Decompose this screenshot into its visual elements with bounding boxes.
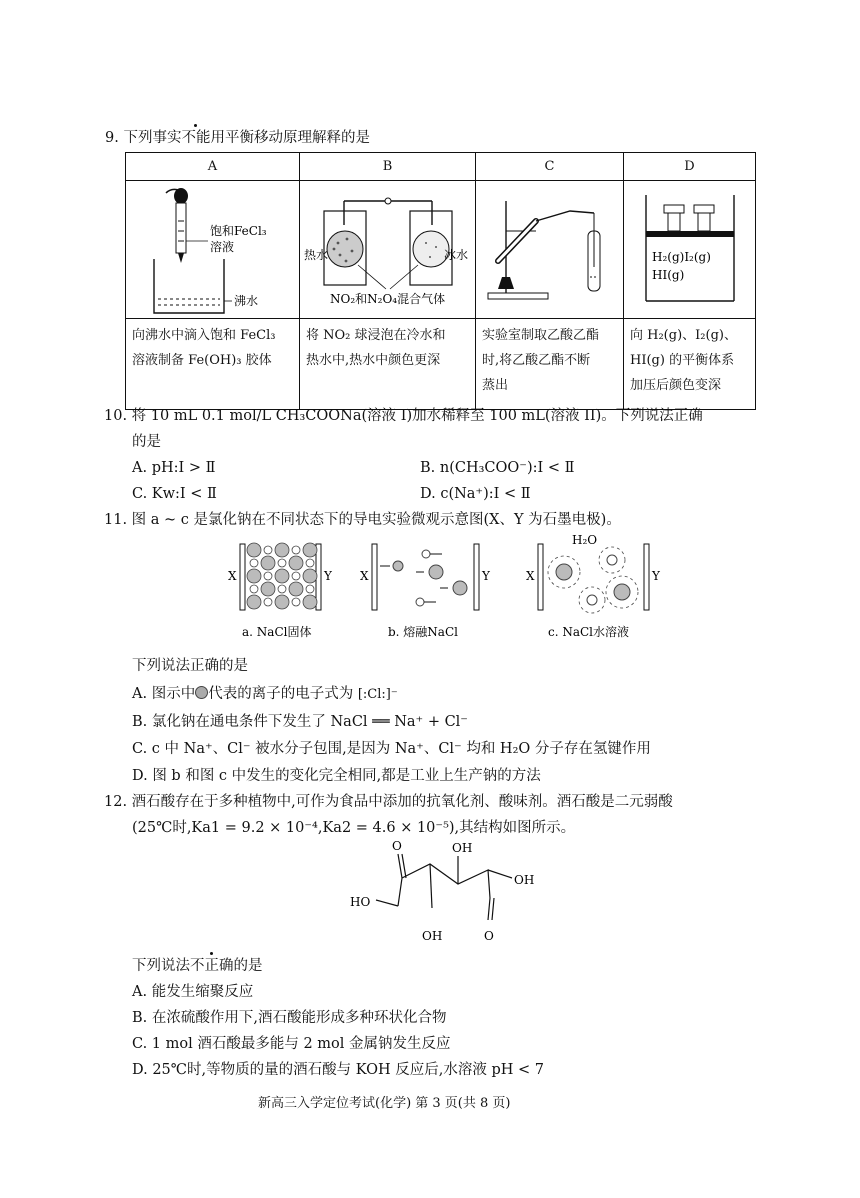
q12-prompt-pre: 下列说法 [132, 958, 190, 974]
caption-b: b. 熔融NaCl [388, 625, 458, 639]
q9-table [125, 152, 756, 410]
q9-figure-d [624, 181, 756, 319]
q11-stem: 11. 图 a ~ c 是氯化钠在不同状态下的导电实验微观示意图(X、Y 为石墨电极)。 [104, 512, 621, 528]
q11-option-a-formula: [:Cl:]⁻ [357, 687, 398, 702]
q12-option-c: C. 1 mol 酒石酸最多能与 2 mol 金属钠发生反应 [132, 1036, 451, 1052]
lattice-na-ion [278, 559, 286, 567]
lattice-na-ion [292, 598, 300, 606]
q10-stem-line2: 的是 [132, 434, 161, 450]
atom-o-top: O [392, 839, 402, 853]
piston-cylinder-diagram [624, 181, 756, 314]
q9-header-d: D [624, 153, 756, 181]
electrode-y-b: Y [482, 569, 490, 583]
lattice-cl-ion [289, 582, 303, 596]
lattice-cl-ion [261, 582, 275, 596]
q9-stem-emphasis: 不能 [181, 130, 211, 146]
lattice-na-ion [306, 559, 314, 567]
gray-ion-icon [195, 686, 208, 699]
lattice-cl-ion [289, 556, 303, 570]
lattice-na-ion [306, 585, 314, 593]
atom-ho-left: HO [350, 895, 371, 909]
electrode-x-a: X [228, 569, 237, 583]
lattice-cl-ion [261, 556, 275, 570]
label-gas-mixture: NO₂和N₂O₄混合气体 [330, 292, 446, 306]
q11-option-c: C. c 中 Na⁺、Cl⁻ 被水分子包围,是因为 Na⁺、Cl⁻ 均和 H₂O 分子存在氢键作用 [132, 741, 651, 757]
q9-option-c [476, 319, 624, 410]
q9-option-c-line1: 实验室制取乙酸乙酯 [482, 328, 600, 343]
q10-stem-line1: 10. 将 10 mL 0.1 mol/L CH₃COONa(溶液 I)加水稀释至 100 mL(溶液 II)。下列说法正确 [104, 408, 703, 424]
q9-option-a-line2: 溶液制备 Fe(OH)₃ 胶体 [132, 353, 272, 368]
label-cold-water: 冰水 [444, 248, 469, 262]
q9-figure-b [300, 181, 476, 319]
label-h2-i2: H₂(g)I₂(g) [652, 250, 711, 264]
q11-option-a [132, 684, 398, 705]
q12-stem-line1: 12. 酒石酸存在于多种植物中,可作为食品中添加的抗氧化剂、酸味剂。酒石酸是二元弱酸 [104, 794, 673, 810]
lattice-cl-ion [303, 569, 317, 583]
q10-option-c: C. Kw:Ⅰ < Ⅱ [132, 486, 217, 502]
nacl-conduction-diagram [220, 532, 670, 642]
electrode-x-c: X [526, 569, 535, 583]
q9-option-a [126, 319, 300, 410]
q9-option-a-line1: 向沸水中滴入饱和 FeCl₃ [132, 328, 276, 343]
lattice-na-ion [264, 572, 272, 580]
lattice-cl-ion [303, 595, 317, 609]
atom-oh-top: OH [452, 841, 473, 855]
electrode-y-a: Y [324, 569, 332, 583]
q9-header-a: A [126, 153, 300, 181]
dropper-beaker-diagram [126, 181, 300, 314]
q11-option-b: B. 氯化钠在通电条件下发生了 NaCl ══ Na⁺ + Cl⁻ [132, 714, 468, 730]
q9-option-b-line2: 热水中,热水中颜色更深 [306, 353, 441, 368]
q9-stem-post: 用平衡移动原理解释的是 [210, 130, 370, 146]
q9-header-b: B [300, 153, 476, 181]
q11-option-a-pre: A. 图示中 [132, 686, 196, 702]
atom-oh-bottom: OH [422, 929, 443, 943]
q12-stem-line2: (25℃时,Ka1 = 9.2 × 10⁻⁴,Ka2 = 4.6 × 10⁻⁵),其结构如图所示。 [132, 820, 576, 836]
label-fecl3: 饱和FeCl₃ [210, 224, 267, 238]
electrode-y-c: Y [652, 569, 660, 583]
page-footer: 新高三入学定位考试(化学) 第 3 页(共 8 页) [258, 1096, 511, 1111]
q9-option-b-line1: 将 NO₂ 球浸泡在冷水和 [306, 328, 446, 343]
q11-prompt: 下列说法正确的是 [132, 658, 248, 674]
q9-option-c-line2: 时,将乙酸乙酯不断 [482, 353, 591, 368]
q12-option-a: A. 能发生缩聚反应 [132, 984, 254, 1000]
diagram-c-solution [526, 533, 661, 639]
lattice-na-ion [292, 546, 300, 554]
atom-o-bottom: O [484, 929, 494, 943]
q9-stem [105, 128, 370, 148]
electrode-x-b: X [360, 569, 369, 583]
q12-option-b: B. 在浓硫酸作用下,酒石酸能形成多种环状化合物 [132, 1010, 447, 1026]
lattice-na-ion [264, 546, 272, 554]
water-label: H₂O [572, 533, 598, 547]
q11-option-a-post: 代表的离子的电子式为 [208, 686, 354, 702]
q10-option-d: D. c(Na⁺):Ⅰ < Ⅱ [420, 486, 531, 502]
q9-option-d [624, 319, 756, 410]
label-boiling-water: 沸水 [234, 294, 259, 308]
diagram-a-solid [228, 543, 333, 639]
lattice-cl-ion [275, 569, 289, 583]
lattice-cl-ion [275, 595, 289, 609]
lattice-na-ion [250, 585, 258, 593]
q9-option-d-line2: HI(g) 的平衡体系 [630, 353, 735, 368]
lattice-cl-ion [303, 543, 317, 557]
diagram-b-molten [360, 544, 491, 639]
q9-figure-c [476, 181, 624, 319]
q12-prompt-emphasis: 不正确 [190, 958, 234, 974]
q9-option-d-line3: 加压后颜色变深 [630, 378, 722, 393]
lattice-cl-ion [247, 595, 261, 609]
q9-figure-a [126, 181, 300, 319]
q9-option-c-line3: 蒸出 [482, 378, 509, 393]
caption-a: a. NaCl固体 [242, 625, 312, 639]
q12-prompt [132, 956, 263, 976]
lattice-na-ion [278, 585, 286, 593]
no2-flasks-diagram [300, 181, 476, 314]
q9-header-c: C [476, 153, 624, 181]
q10-option-b: B. n(CH₃COO⁻):Ⅰ < Ⅱ [420, 460, 575, 476]
tartaric-acid-structure [340, 836, 560, 948]
caption-c: c. NaCl水溶液 [548, 625, 630, 639]
label-solution: 溶液 [210, 240, 235, 254]
lattice-na-ion [250, 559, 258, 567]
q10-option-a: A. pH:Ⅰ > Ⅱ [132, 460, 216, 476]
lattice-cl-ion [275, 543, 289, 557]
lattice-cl-ion [247, 543, 261, 557]
q11-option-d: D. 图 b 和图 c 中发生的变化完全相同,都是工业上生产钠的方法 [132, 768, 541, 784]
q9-option-b [300, 319, 476, 410]
lattice-na-ion [292, 572, 300, 580]
label-hi: HI(g) [652, 268, 685, 282]
q9-option-d-line1: 向 H₂(g)、I₂(g)、 [630, 328, 737, 343]
label-hot-water: 热水 [304, 248, 329, 262]
q9-stem-pre: 9. 下列事实 [105, 130, 182, 146]
q12-option-d: D. 25℃时,等物质的量的酒石酸与 KOH 反应后,水溶液 pH < 7 [132, 1062, 545, 1078]
atom-oh-right: OH [514, 873, 535, 887]
lattice-na-ion [264, 598, 272, 606]
ester-distillation-diagram [476, 181, 624, 314]
lattice-cl-ion [247, 569, 261, 583]
q12-prompt-post: 的是 [233, 958, 263, 974]
